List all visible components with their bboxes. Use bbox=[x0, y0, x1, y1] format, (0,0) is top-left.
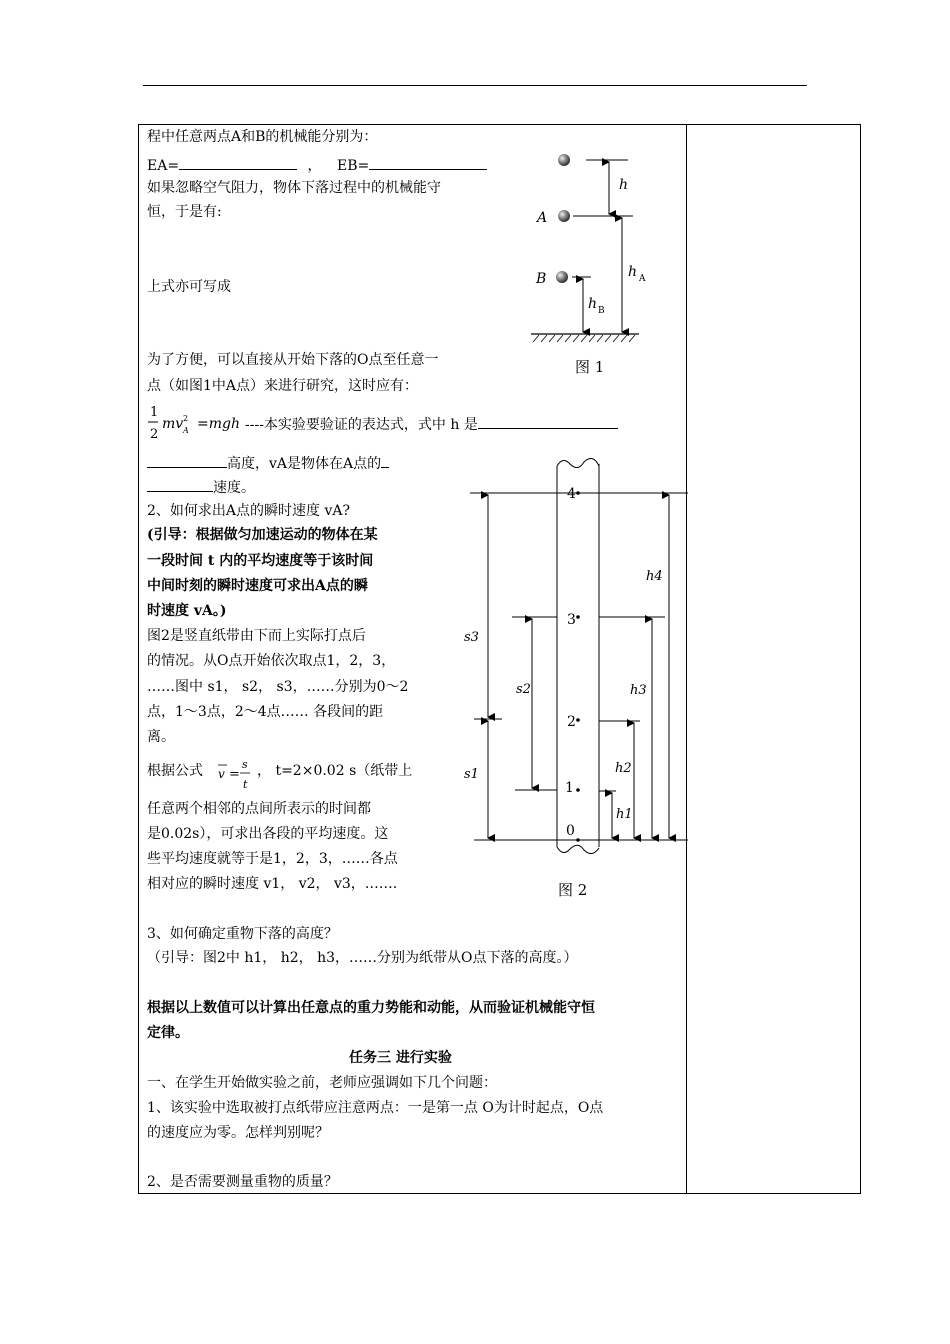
step-1a: 1、该实验中选取被打点纸带应注意两点：一是第一点 O为计时起点，O点 bbox=[147, 1100, 604, 1116]
para-conserve-1: 如果忽略空气阻力，物体下落过程中的机械能守 bbox=[147, 180, 441, 196]
svg-text:A: A bbox=[183, 426, 189, 435]
question-3-guide: （引导：图2中 h1， h2， h3，……分别为纸带从O点下落的高度。） bbox=[147, 950, 578, 966]
label-b: B bbox=[536, 271, 547, 287]
label-hb: h bbox=[588, 296, 598, 312]
guide-line-1: (引导：根据做匀加速运动的物体在某 bbox=[147, 527, 378, 543]
tape-bottom-tear bbox=[557, 845, 599, 853]
question-2: 2、如何求出A点的瞬时速度 vA? bbox=[147, 503, 350, 519]
svg-text:1: 1 bbox=[150, 405, 159, 420]
conclusion-1: 根据以上数值可以计算出任意点的重力势能和动能，从而验证机械能守恒 bbox=[147, 1000, 595, 1016]
fig2-desc-3: ……图中 s1， s2， s3，……分别为0～2 bbox=[147, 679, 409, 695]
task3-heading: 任务三 进行实验 bbox=[349, 1050, 452, 1066]
formula-description bbox=[245, 416, 618, 433]
guide-line-2: 一段时间 t 内的平均速度等于该时间 bbox=[147, 553, 374, 569]
label-hb-sub: B bbox=[598, 306, 605, 316]
interval-line-1: 任意两个相邻的点间所表示的时间都 bbox=[147, 801, 371, 817]
svg-text:=mgh: =mgh bbox=[197, 416, 240, 432]
fig2-desc-1: 图2是竖直纸带由下而上实际打点后 bbox=[147, 628, 366, 644]
height-line bbox=[147, 455, 389, 472]
label-ha: h bbox=[628, 264, 638, 280]
conclusion-2: 定律。 bbox=[147, 1025, 189, 1041]
svg-text:mv: mv bbox=[162, 416, 184, 432]
va-blank bbox=[381, 455, 389, 468]
comma: ， bbox=[307, 158, 322, 174]
svg-text:v: v bbox=[218, 767, 225, 781]
height-text: 高度，vA是物体在A点的 bbox=[227, 456, 382, 472]
figure-2 bbox=[460, 452, 690, 902]
label-h: h bbox=[619, 177, 629, 193]
point-1: 1 bbox=[565, 780, 574, 796]
para-conserve-2: 恒，于是有: bbox=[147, 204, 222, 220]
label-h1: h1 bbox=[616, 807, 633, 822]
point-3: 3 bbox=[567, 612, 576, 628]
step-intro: 一、在学生开始做实验之前，老师应强调如下几个问题： bbox=[147, 1075, 497, 1091]
label-h2: h2 bbox=[615, 761, 632, 776]
guide-line-4: 时速度 vA。) bbox=[147, 603, 227, 619]
formula2-post: ， t=2×0.02 s（纸带上 bbox=[257, 763, 413, 779]
tape-top-tear bbox=[557, 458, 599, 467]
eb-blank-line bbox=[337, 157, 487, 174]
svg-text:=: = bbox=[229, 767, 240, 782]
ea-blank bbox=[179, 157, 297, 170]
height-blank bbox=[147, 455, 227, 468]
fig2-desc-5: 离。 bbox=[147, 729, 175, 745]
interval-line-2: 是0.02s），可求出各段的平均速度。这 bbox=[147, 826, 389, 842]
speed-blank bbox=[147, 479, 213, 492]
point-4: 4 bbox=[567, 486, 576, 502]
svg-text:s: s bbox=[242, 758, 248, 771]
label-s1: s1 bbox=[464, 767, 479, 782]
h-blank bbox=[478, 416, 618, 429]
para-convenience-1: 为了方便，可以直接从开始下落的O点至任意一 bbox=[147, 352, 439, 368]
question-3: 3、如何确定重物下落的高度？ bbox=[147, 926, 338, 942]
interval-line-3: 些平均速度就等于是1，2，3，……各点 bbox=[147, 851, 398, 867]
label-ha-sub: A bbox=[639, 274, 646, 284]
speed-text: 速度。 bbox=[213, 480, 255, 496]
step-1b: 的速度应为零。怎样判别呢？ bbox=[147, 1125, 329, 1141]
ground-hatch bbox=[533, 335, 635, 342]
eb-label: EB= bbox=[337, 158, 370, 174]
label-s2: s2 bbox=[516, 682, 531, 697]
ea-blank-line bbox=[147, 157, 322, 174]
label-h4: h4 bbox=[646, 569, 663, 584]
step-2: 2、是否需要测量重物的质量？ bbox=[147, 1174, 338, 1190]
interval-line-4: 相对应的瞬时速度 v1， v2， v3，……. bbox=[147, 876, 398, 892]
para-rewrite: 上式亦可写成 bbox=[147, 279, 231, 295]
figure-1 bbox=[525, 148, 655, 378]
svg-text:t: t bbox=[243, 778, 248, 791]
eb-blank bbox=[369, 157, 487, 170]
svg-text:2: 2 bbox=[183, 414, 189, 423]
figure-2-caption: 图 2 bbox=[558, 881, 588, 899]
fig2-desc-4: 点，1～3点，2～4点…… 各段间的距 bbox=[147, 704, 384, 720]
ea-label: EA= bbox=[147, 158, 180, 174]
speed-line bbox=[147, 479, 255, 496]
formula-avg-velocity bbox=[214, 752, 258, 794]
ball-b bbox=[556, 271, 568, 283]
label-h3: h3 bbox=[630, 683, 647, 698]
formula2-pre: 根据公式 bbox=[147, 763, 203, 779]
point-2: 2 bbox=[567, 714, 576, 730]
ball-a bbox=[558, 210, 570, 222]
line-mech-energy: 程中任意两点A和B的机械能分别为： bbox=[147, 129, 378, 145]
figure-1-caption: 图 1 bbox=[575, 358, 605, 376]
guide-line-3: 中间时刻的瞬时速度可求出A点的瞬 bbox=[147, 578, 368, 594]
svg-text:2: 2 bbox=[150, 427, 159, 442]
ball-top bbox=[558, 154, 570, 166]
label-s3: s3 bbox=[464, 630, 479, 645]
header-rule bbox=[143, 85, 807, 86]
fig2-desc-2: 的情况。从O点开始依次取点1，2，3， bbox=[147, 653, 396, 669]
label-a: A bbox=[537, 210, 548, 226]
point-0: 0 bbox=[566, 823, 575, 839]
para-convenience-2: 点（如图1中A点）来进行研究，这时应有： bbox=[147, 378, 419, 394]
formula-tail: ----本实验要验证的表达式，式中 h 是 bbox=[245, 417, 478, 433]
